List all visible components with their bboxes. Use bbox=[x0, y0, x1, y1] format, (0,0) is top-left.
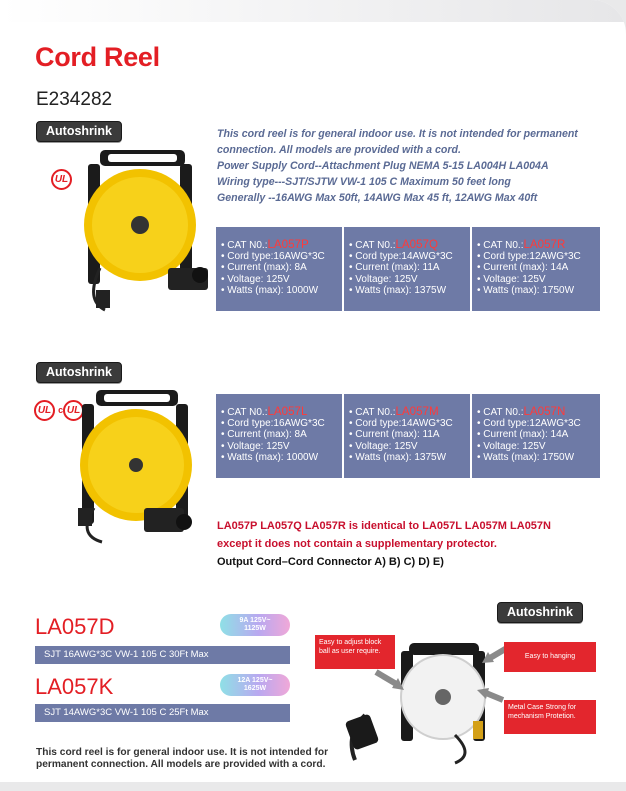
current-max: • Current (max): 14A bbox=[477, 262, 569, 274]
footer-note: This cord reel is for general indoor use. It is not intended for permanent connection. All models are provided with a cord. bbox=[36, 747, 329, 770]
description-line: This cord reel is for general indoor use. It is not intended for permanent bbox=[217, 128, 578, 140]
description-line: Generally --16AWG Max 50ft, 14AWG Max 45 ft, 12AWG Max 40ft bbox=[217, 192, 538, 204]
spec-bar-la057d: SJT 16AWG*3C VW-1 105 C 30Ft Max bbox=[35, 646, 290, 664]
ul-mark-icon: UL bbox=[63, 400, 84, 421]
description-line: Wiring type---SJT/SJTW VW-1 105 C Maximum 50 feet long bbox=[217, 176, 511, 188]
cat-value: LA057R bbox=[523, 238, 566, 251]
pill-line: 1625W bbox=[243, 685, 267, 692]
current-max: • Current (max): 14A bbox=[477, 429, 569, 441]
callout-adjust: Easy to adjust block ball as user require. bbox=[315, 635, 395, 669]
current-max: • Current (max): 11A bbox=[349, 429, 440, 441]
cat-value: LA057P bbox=[267, 238, 309, 251]
note-line-3: Output Cord–Cord Connector A) B) C) D) E) bbox=[217, 556, 444, 568]
voltage: • Voltage: 125V bbox=[349, 273, 418, 285]
page-title: Cord Reel bbox=[35, 42, 160, 72]
voltage: • Voltage: 125V bbox=[221, 273, 290, 285]
description-line: Power Supply Cord--Attachment Plug NEMA 5-15 LA004H LA004A bbox=[217, 160, 549, 172]
cat-label: • CAT N0.: bbox=[349, 407, 396, 418]
cord-type: • Cord type:16AWG*3C bbox=[221, 418, 325, 430]
note-line-2: except it does not contain a supplementary protector. bbox=[217, 538, 497, 550]
description-line: connection. All models are provided with a cord. bbox=[217, 144, 461, 156]
watts-max: • Watts (max): 1375W bbox=[349, 451, 447, 463]
cat-label: • CAT N0.: bbox=[349, 240, 396, 251]
watts-max: • Watts (max): 1750W bbox=[477, 284, 575, 296]
product-code-la057k: LA057K bbox=[35, 674, 114, 699]
ul-mark-icon: UL bbox=[51, 169, 72, 190]
voltage: • Voltage: 125V bbox=[349, 440, 418, 452]
certification-code: E234282 bbox=[36, 89, 113, 110]
cat-value: LA057L bbox=[267, 405, 308, 418]
callout-hanging: Easy to hanging bbox=[504, 642, 596, 672]
voltage: • Voltage: 125V bbox=[477, 273, 546, 285]
current-max: • Current (max): 11A bbox=[349, 262, 440, 274]
watts-max: • Watts (max): 1000W bbox=[221, 284, 319, 296]
voltage: • Voltage: 125V bbox=[477, 440, 546, 452]
cord-type: • Cord type:14AWG*3C bbox=[349, 251, 453, 263]
cord-type: • Cord type:16AWG*3C bbox=[221, 251, 325, 263]
note-line-1: LA057P LA057Q LA057R is identical to LA057L LA057M LA057N bbox=[217, 520, 551, 532]
cat-label: • CAT N0.: bbox=[221, 240, 268, 251]
cord-type: • Cord type:12AWG*3C bbox=[477, 251, 581, 263]
current-max: • Current (max): 8A bbox=[221, 262, 307, 274]
watts-max: • Watts (max): 1375W bbox=[349, 284, 447, 296]
product-code-la057d: LA057D bbox=[35, 614, 115, 639]
cat-value: LA057N bbox=[523, 405, 566, 418]
autoshrink-badge-3: Autoshrink bbox=[497, 602, 583, 623]
cord-type: • Cord type:12AWG*3C bbox=[477, 418, 581, 430]
watts-max: • Watts (max): 1750W bbox=[477, 451, 575, 463]
watts-max: • Watts (max): 1000W bbox=[221, 451, 319, 463]
autoshrink-badge-1: Autoshrink bbox=[36, 121, 122, 142]
pill-line: 12A 125V~ bbox=[237, 677, 273, 684]
voltage: • Voltage: 125V bbox=[221, 440, 290, 452]
pill-line: 1125W bbox=[244, 625, 266, 632]
cat-label: • CAT N0.: bbox=[477, 240, 524, 251]
cord-type: • Cord type:14AWG*3C bbox=[349, 418, 453, 430]
cat-value: LA057M bbox=[395, 405, 439, 418]
cat-value: LA057Q bbox=[395, 238, 439, 251]
cat-label: • CAT N0.: bbox=[477, 407, 524, 418]
ul-mark-icon: UL bbox=[34, 400, 55, 421]
spec-bar-la057k: SJT 14AWG*3C VW-1 105 C 25Ft Max bbox=[35, 704, 290, 722]
c-mark: c bbox=[58, 405, 64, 415]
cat-label: • CAT N0.: bbox=[221, 407, 268, 418]
current-max: • Current (max): 8A bbox=[221, 429, 307, 441]
callout-metal-case: Metal Case Strong for mechanism Protetion. bbox=[504, 700, 596, 734]
pill-line: 9A 125V~ bbox=[239, 617, 271, 624]
autoshrink-badge-2: Autoshrink bbox=[36, 362, 122, 383]
